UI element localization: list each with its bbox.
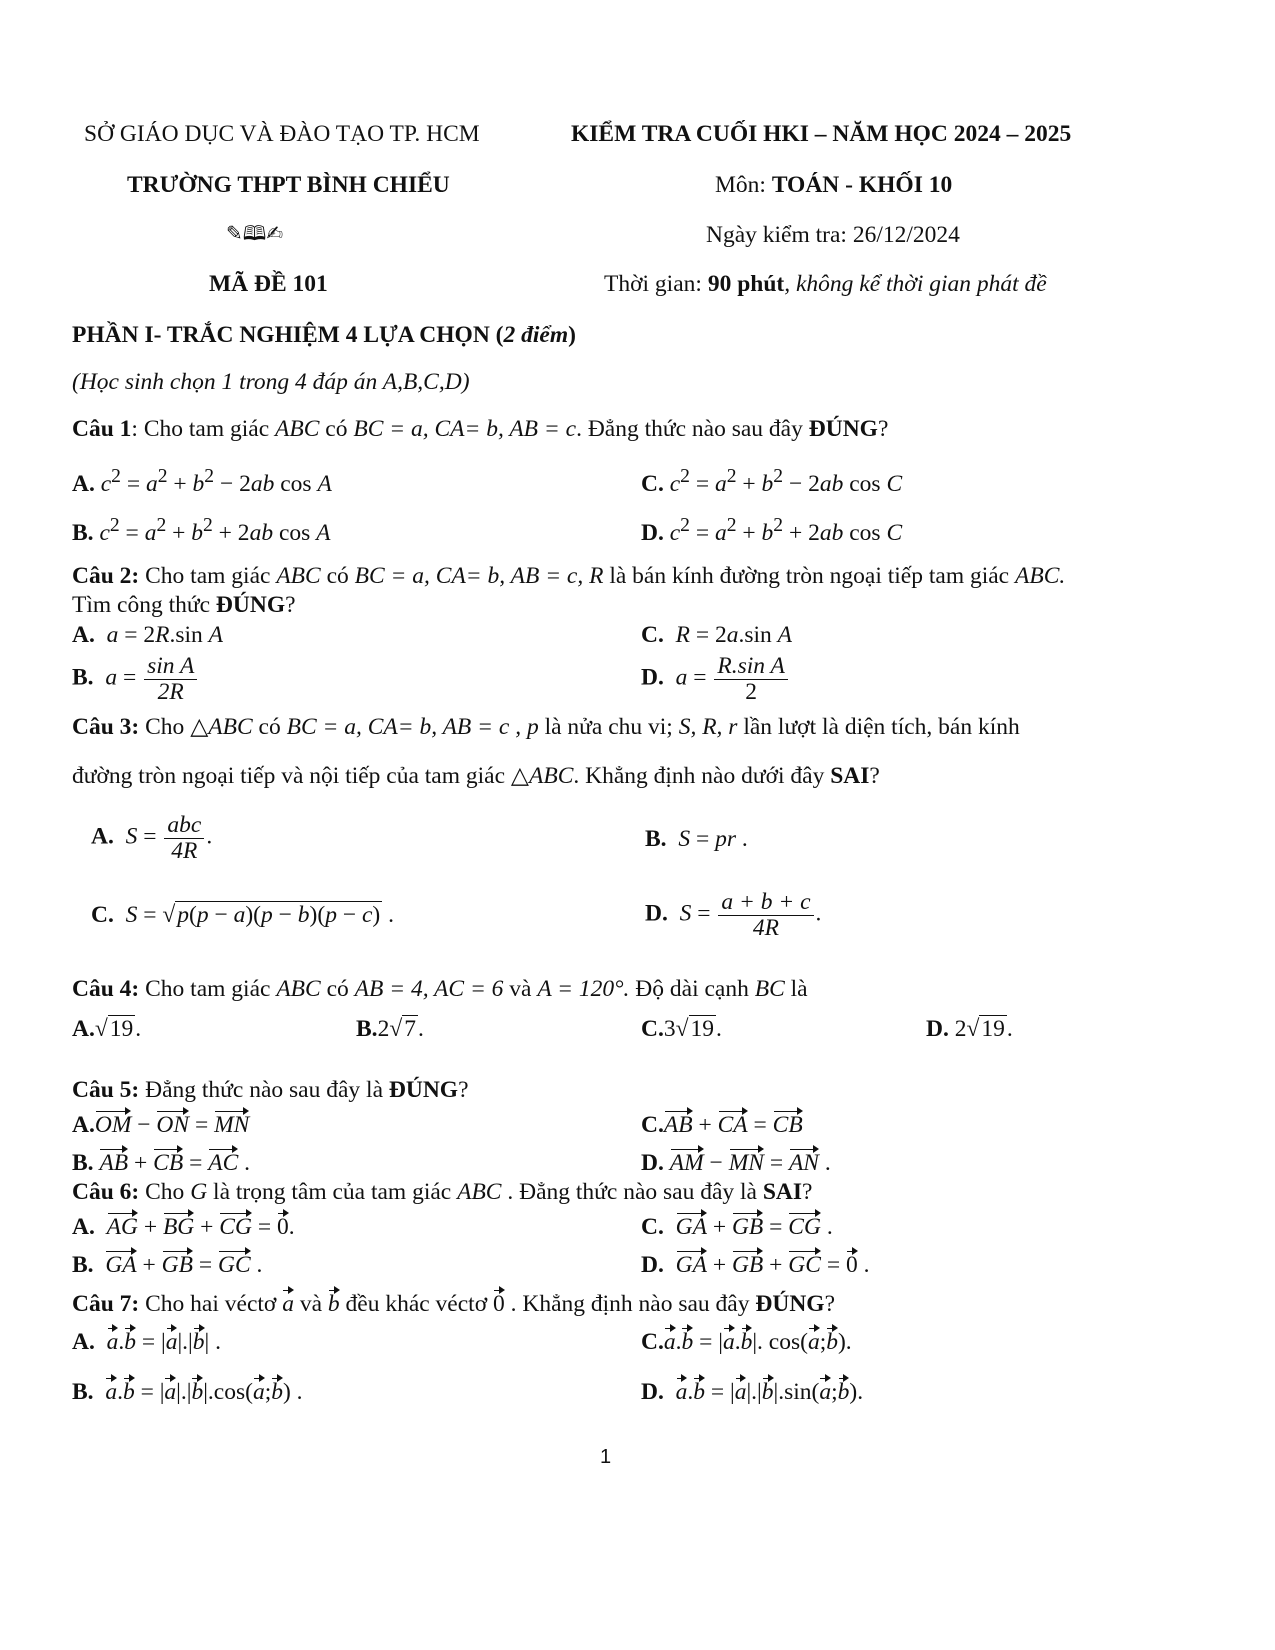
question-3-line-2: đường tròn ngoại tiếp và nội tiếp của tam giác △ABC. Khẳng định nào dưới đây SAI? — [72, 763, 880, 789]
q1-option-a: A. $c^2 = a^2 + b^2 - 2ab$ cos A — [72, 466, 332, 497]
q2-option-d: D. a = $\frac{\text{R.sin A}}{2}$ — [641, 654, 790, 704]
section-instruction: (Học sinh chọn 1 trong 4 đáp án A,B,C,D) — [72, 369, 470, 395]
q1-option-b: B. $c^2 = a^2 + b^2 + 2ab$ cos A — [72, 515, 331, 546]
q6-option-a: A. AG + BG + CG = 0. — [72, 1210, 295, 1241]
page-number: 1 — [600, 1446, 612, 1468]
q3-option-a: A. S = $\frac{\text{abc}}{4R}$ . — [91, 812, 213, 864]
q2-option-a: A. a = 2R.sin A — [72, 622, 224, 648]
question-4: Câu 4: Cho tam giác ABC có AB = 4, AC = 6 và A = 120°. Độ dài cạnh BC là — [72, 976, 808, 1002]
q7-option-c: C.a.b = |a.b|. cos(a;b). — [641, 1325, 852, 1356]
question-1: Câu 1: Cho tam giác ABC có BC = a, CA= b, AB = c. Đẳng thức nào sau đây ĐÚNG? — [72, 416, 889, 442]
section-title: PHẦN I- TRẮC NGHIỆM 4 LỰA CHỌN (2 điểm) — [72, 322, 576, 348]
q5-option-a: A.OM − ON = MN — [72, 1108, 249, 1139]
exam-title: KIỂM TRA CUỐI HKI – NĂM HỌC 2024 – 2025 — [571, 121, 1072, 147]
q7-option-b: B. a.b = |a|.|b|.cos(a;b) . — [72, 1375, 303, 1406]
exam-date: Ngày kiểm tra: 26/12/2024 — [706, 222, 960, 248]
q4-option-d: D. 2√19. — [926, 1016, 1013, 1042]
q3-option-b: B. S = pr . — [645, 826, 748, 852]
question-6: Câu 6: Cho G là trọng tâm của tam giác ABC . Đẳng thức nào sau đây là SAI? — [72, 1179, 813, 1205]
q2-option-b: B. a = $\frac{\text{sin A}}{2R}$ — [72, 654, 199, 704]
school-name: TRƯỜNG THPT BÌNH CHIỂU — [127, 172, 450, 198]
q4-option-c: C.3√19. — [641, 1016, 722, 1042]
ornament-icon: ✎🕮✍ — [226, 221, 284, 245]
subject: Môn: TOÁN - KHỐI 10 — [715, 172, 953, 198]
q6-option-b: B. GA + GB = GC . — [72, 1248, 262, 1279]
q5-option-d: D. AM − MN = AN . — [641, 1146, 831, 1177]
q6-option-d: D. GA + GB + GC = 0 . — [641, 1248, 869, 1279]
q4-option-a: A.√19. — [72, 1016, 142, 1042]
q2-option-c: C. R = 2a.sin A — [641, 622, 793, 648]
q4-option-b: B.2√7. — [356, 1016, 424, 1042]
q7-option-a: A. a.b = |a|.|b| . — [72, 1325, 221, 1356]
q5-option-c: C.AB + CA = CB — [641, 1108, 803, 1139]
q5-option-b: B. AB + CB = AC . — [72, 1146, 250, 1177]
q3-option-c: C. S = √p(p − a)(p − b)(p − c) . — [91, 902, 394, 928]
question-2: Câu 2: Cho tam giác ABC có BC = a, CA= b, AB = c, R là bán kính đường tròn ngoại tiếp tam giác ABC. — [72, 563, 1066, 589]
question-5: Câu 5: Đẳng thức nào sau đây là ĐÚNG? — [72, 1077, 469, 1103]
question-7: Câu 7: Cho hai véctơ a và b đều khác véctơ 0 . Khẳng định nào sau đây ĐÚNG? — [72, 1287, 835, 1318]
q6-option-c: C. GA + GB = CG . — [641, 1210, 833, 1241]
exam-code: MÃ ĐỀ 101 — [209, 271, 328, 297]
department-name: SỞ GIÁO DỤC VÀ ĐÀO TẠO TP. HCM — [84, 121, 480, 147]
question-3: Câu 3: Cho △ABC có BC = a, CA= b, AB = c , p là nửa chu vi; S, R, r lần lượt là diện tích, bán kính — [72, 714, 1020, 740]
q7-option-d: D. a.b = |a|.|b|.sin(a;b). — [641, 1375, 863, 1406]
question-2-line-2: Tìm công thức ĐÚNG? — [72, 592, 296, 618]
q1-option-c: C. $c^2 = a^2 + b^2 - 2ab$ cos C — [641, 466, 903, 497]
q1-option-d: D. $c^2 = a^2 + b^2 + 2ab$ cos C — [641, 515, 903, 546]
exam-duration: Thời gian: 90 phút, không kể thời gian phát đề — [604, 271, 1047, 297]
q3-option-d: D. S = $\frac{a + b + c}{4R}$ . — [645, 889, 822, 941]
